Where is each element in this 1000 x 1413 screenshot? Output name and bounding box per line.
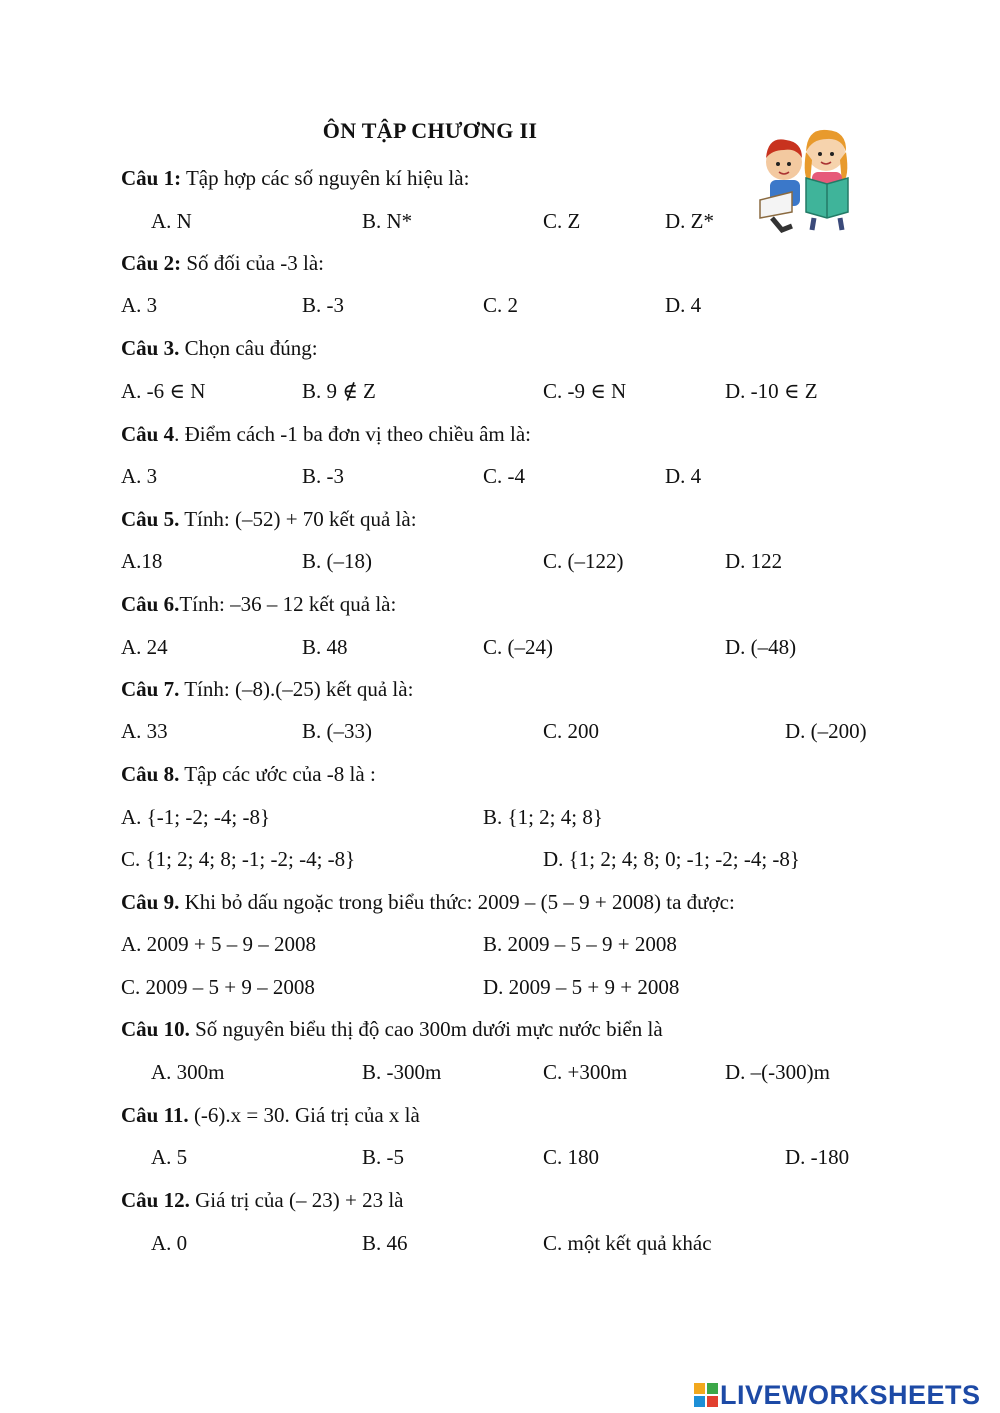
question-5-option-c: C. (–122) xyxy=(543,549,624,573)
question-6-prompt: Câu 6.Tính: –36 – 12 kết quả là: xyxy=(121,592,397,616)
question-8-option-b: B. {1; 2; 4; 8} xyxy=(483,805,603,829)
question-7-option-a: A. 33 xyxy=(121,719,168,743)
question-12-option-a: A. 0 xyxy=(151,1231,188,1255)
question-3-prompt: Câu 3. Chọn câu đúng: xyxy=(121,336,318,360)
question-1-option-d: D. Z* xyxy=(665,209,714,233)
question-8-option-d: D. {1; 2; 4; 8; 0; -1; -2; -4; -8} xyxy=(543,847,800,871)
question-3-option-c: C. -9 ∈ N xyxy=(543,379,627,403)
question-2-option-d: D. 4 xyxy=(665,293,702,317)
question-6-option-d: D. (–48) xyxy=(725,635,797,659)
question-10-prompt: Câu 10. Số nguyên biểu thị độ cao 300m dưới mực nước biển là xyxy=(121,1017,663,1041)
question-2-prompt: Câu 2: Số đối của -3 là: xyxy=(121,251,324,275)
kids-reading-illustration xyxy=(752,122,862,234)
question-6-option-c: C. (–24) xyxy=(483,635,553,659)
question-7-prompt: Câu 7. Tính: (–8).(–25) kết quả là: xyxy=(121,677,414,701)
question-9-option-b: B. 2009 – 5 – 9 + 2008 xyxy=(483,932,677,956)
question-5-prompt: Câu 5. Tính: (–52) + 70 kết quả là: xyxy=(121,507,417,531)
question-4-option-c: C. -4 xyxy=(483,464,525,488)
liveworksheets-wordmark: LIVEWORKSHEETS xyxy=(720,1379,981,1410)
question-2-option-c: C. 2 xyxy=(483,293,519,317)
question-5-option-d: D. 122 xyxy=(725,549,783,573)
question-8-option-c: C. {1; 2; 4; 8; -1; -2; -4; -8} xyxy=(121,847,356,871)
question-2-option-a: A. 3 xyxy=(121,293,158,317)
question-1-prompt: Câu 1: Tập hợp các số nguyên kí hiệu là: xyxy=(121,166,470,190)
question-9-option-c: C. 2009 – 5 + 9 – 2008 xyxy=(121,975,315,999)
question-9-prompt: Câu 9. Khi bỏ dấu ngoặc trong biểu thức: 2009 – (5 – 9 + 2008) ta được: xyxy=(121,890,735,914)
question-3-option-b: B. 9 ∉ Z xyxy=(302,379,376,403)
question-9-option-d: D. 2009 – 5 + 9 + 2008 xyxy=(483,975,680,999)
question-11-prompt: Câu 11. (-6).x = 30. Giá trị của x là xyxy=(121,1103,420,1127)
liveworksheets-logo xyxy=(694,1378,981,1412)
question-11-option-b: B. -5 xyxy=(362,1145,404,1169)
question-4-option-d: D. 4 xyxy=(665,464,702,488)
question-5-option-b: B. (–18) xyxy=(302,549,372,573)
question-7-option-b: B. (–33) xyxy=(302,719,372,743)
question-3-option-a: A. -6 ∈ N xyxy=(121,379,206,403)
page-title: ÔN TẬP CHƯƠNG II xyxy=(322,118,538,143)
question-4-option-a: A. 3 xyxy=(121,464,158,488)
question-8-prompt: Câu 8. Tập các ước của -8 là : xyxy=(121,762,376,786)
question-8-option-a: A. {-1; -2; -4; -8} xyxy=(121,805,271,829)
question-10-option-c: C. +300m xyxy=(543,1060,628,1084)
question-7-option-c: C. 200 xyxy=(543,719,600,743)
question-2-option-b: B. -3 xyxy=(302,293,344,317)
question-1-option-a: A. N xyxy=(151,209,192,233)
liveworksheets-grid-icon xyxy=(694,1383,718,1407)
question-9-option-a: A. 2009 + 5 – 9 – 2008 xyxy=(121,932,317,956)
question-11-option-a: A. 5 xyxy=(151,1145,188,1169)
question-10-option-a: A. 300m xyxy=(151,1060,225,1084)
question-12-prompt: Câu 12. Giá trị của (– 23) + 23 là xyxy=(121,1188,404,1212)
question-12-option-c: C. một kết quả khác xyxy=(543,1231,712,1255)
question-11-option-d: D. -180 xyxy=(785,1145,850,1169)
question-12-option-b: B. 46 xyxy=(362,1231,408,1255)
question-6-option-a: A. 24 xyxy=(121,635,168,659)
question-10-option-d: D. –(-300)m xyxy=(725,1060,830,1084)
question-1-option-c: C. Z xyxy=(543,209,581,233)
question-3-option-d: D. -10 ∈ Z xyxy=(725,379,818,403)
question-1-option-b: B. N* xyxy=(362,209,413,233)
question-7-option-d: D. (–200) xyxy=(785,719,867,743)
question-6-option-b: B. 48 xyxy=(302,635,348,659)
question-4-prompt: Câu 4. Điểm cách -1 ba đơn vị theo chiều âm là: xyxy=(121,422,532,446)
question-10-option-b: B. -300m xyxy=(362,1060,442,1084)
question-5-option-a: A.18 xyxy=(121,549,163,573)
question-4-option-b: B. -3 xyxy=(302,464,344,488)
question-11-option-c: C. 180 xyxy=(543,1145,600,1169)
